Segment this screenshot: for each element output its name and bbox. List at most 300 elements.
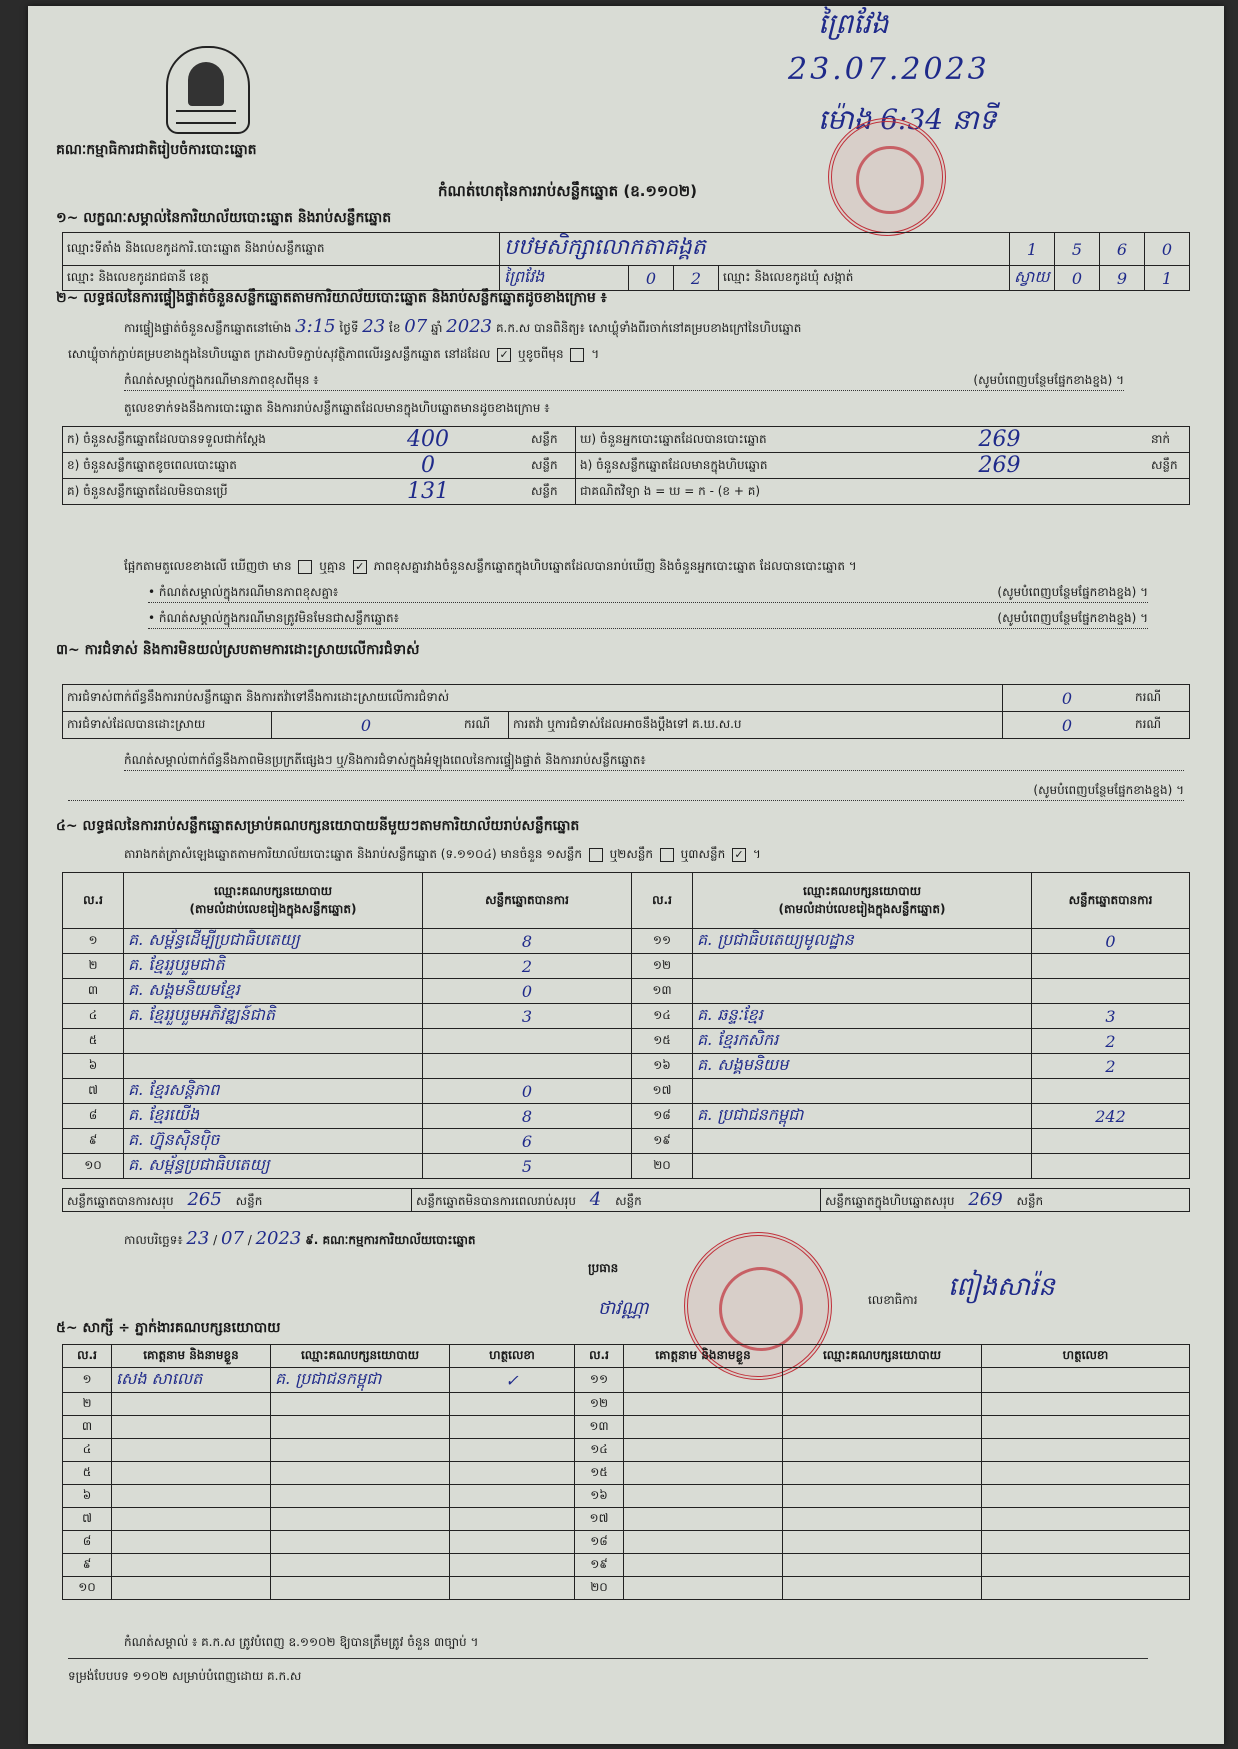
- verification-year: 2023: [446, 316, 493, 337]
- table-row: [63, 1104, 1190, 1129]
- party-name: គ. សម្ព័ន្ធដើម្បីប្រជាធិបតេយ្យ: [124, 929, 423, 954]
- complaints-label: ការជំទាស់ពាក់ព័ន្ធនឹងការរាប់សន្លឹកឆ្នោត និងការតវ៉ាទៅនឹងការដោះស្រាយលើការជំទាស់: [63, 685, 1003, 712]
- table-row: [63, 1554, 1190, 1577]
- row-number: ១៨: [632, 1104, 693, 1129]
- two-sheets-checkbox[interactable]: [660, 848, 674, 862]
- vote-count: [423, 1054, 632, 1079]
- witness-name: [624, 1577, 783, 1600]
- witness-name: [112, 1508, 271, 1531]
- unit-label: សន្លឹក: [527, 427, 576, 453]
- total-box-label: សន្លឹកឆ្នោតក្នុងហិបឆ្នោតសរុប: [825, 1194, 955, 1208]
- row-number: ១៦: [632, 1054, 693, 1079]
- vote-count: 2: [423, 954, 632, 979]
- total-box-cell: [821, 1189, 1190, 1212]
- spoiled-ballots-value: 0: [329, 453, 527, 479]
- row-number: ១៦: [575, 1485, 624, 1508]
- handwritten-time: ម៉ោង 6:34 នាទី: [818, 103, 997, 136]
- complaints-table: [62, 684, 1190, 739]
- witness-party: [783, 1485, 982, 1508]
- party-name: គ. ប្រជាជនកម្ពុជា: [693, 1104, 1032, 1129]
- vote-count: 5: [423, 1154, 632, 1179]
- witness-signature: [982, 1439, 1190, 1462]
- party-name: [693, 954, 1032, 979]
- party-name: គ. សម្ព័ន្ធប្រជាធិបតេយ្យ: [124, 1154, 423, 1179]
- box-ballots-label: ង) ចំនួនសន្លឹកឆ្នោតដែលមានក្នុងហិបឆ្នោត: [576, 453, 853, 479]
- row-number: ៦: [63, 1485, 112, 1508]
- received-ballots-value: 400: [329, 427, 527, 453]
- commune-code-digit: 1: [1145, 266, 1190, 291]
- col-party-sub: (តាមលំដាប់លេខរៀងក្នុងសន្លឹកឆ្នោត): [778, 901, 946, 916]
- unit-label: ករណី: [1131, 685, 1190, 712]
- party-name: [693, 1129, 1032, 1154]
- col-party: [124, 873, 423, 929]
- witness-name: [624, 1416, 783, 1439]
- total-invalid-cell: [412, 1189, 821, 1212]
- row-number: ២: [63, 954, 124, 979]
- table-row: [63, 929, 1190, 954]
- vote-count: 0: [423, 1079, 632, 1104]
- witness-party: [271, 1393, 450, 1416]
- results-table: [62, 872, 1190, 1179]
- section4-heading: ៤~ លទ្ធផលនៃការរាប់សន្លឹកឆ្នោតសម្រាប់គណបក្សនយោបាយនីមួយៗតាមការិយាល័យរាប់សន្លឹកឆ្នោត: [56, 818, 580, 834]
- resolved-label: ការជំទាស់ដែលបានដោះស្រាយ: [63, 712, 272, 739]
- col-party-title: ឈ្មោះគណបក្សនយោបាយ: [213, 883, 333, 898]
- row-number: ១៨: [575, 1531, 624, 1554]
- date-prefix: កាលបរិច្ឆេទ៖: [124, 1233, 183, 1247]
- date-day: 23: [186, 1228, 210, 1249]
- party-name: គ. ខ្មែររួបរួមជាតិ: [124, 954, 423, 979]
- appeal-label: ការតវ៉ា ឬការជំទាស់ដែលអាចនឹងប្តឹងទៅ គ.ឃ.ស.ប: [509, 712, 1003, 739]
- row-number: ៣: [63, 979, 124, 1004]
- total-valid-label: សន្លឹកឆ្នោតបានការសរុប: [67, 1194, 174, 1208]
- verification-line: [124, 316, 801, 338]
- irregularity-note: កំណត់សម្គាល់ពាក់ព័ន្ធនឹងភាពមិនប្រក្រតីផ្សេងៗ ឬ/និងការជំទាស់ក្នុងអំឡុងពេលនៃការផ្ទៀងផ្ទាត់ និងការរាប់សន្លឹកឆ្នោត៖: [124, 752, 1184, 771]
- col-name: គោត្តនាម និងនាមខ្លួន: [624, 1345, 783, 1368]
- vote-count: 2: [1032, 1029, 1190, 1054]
- witness-name: [112, 1577, 271, 1600]
- footnote: កំណត់សម្គាល់ ៖ គ.ក.ស ត្រូវបំពេញ ឧ.១១០២ ឱ្យបានត្រឹមត្រូវ ចំនួន ៣ច្បាប់ ។: [124, 1635, 479, 1649]
- witness-party: [271, 1439, 450, 1462]
- verification-year-label: ឆ្នាំ: [431, 321, 443, 335]
- witness-party: [271, 1531, 450, 1554]
- handwritten-location: ព្រៃវែង: [818, 7, 889, 40]
- no-difference-label: ឬគ្មាន: [319, 559, 346, 573]
- row-number: ១០: [63, 1577, 112, 1600]
- row-number: ៨: [63, 1104, 124, 1129]
- verification-time: 3:15: [295, 316, 336, 337]
- party-name: [693, 1154, 1032, 1179]
- witness-name: [624, 1508, 783, 1531]
- row-number: ៤: [63, 1439, 112, 1462]
- vote-count: 8: [423, 1104, 632, 1129]
- province-code-digit: 2: [674, 266, 719, 291]
- party-name: គ. សង្គមនិយមខ្មែរ: [124, 979, 423, 1004]
- witness-party: [783, 1554, 982, 1577]
- difference-desc: ភាពខុសគ្នារវាងចំនួនសន្លឹកឆ្នោតក្នុងហិបឆ្នោតដែលបានរាប់ឃើញ និងចំនួនអ្នកបោះឆ្នោត ដែលបានបោះឆ្នោត ។: [373, 559, 857, 573]
- unused-ballots-value: 131: [329, 479, 527, 505]
- witness-party: [783, 1508, 982, 1531]
- witness-signature: [450, 1554, 575, 1577]
- witness-signature: [450, 1393, 575, 1416]
- section1-table: [62, 232, 1190, 291]
- witness-name: [112, 1393, 271, 1416]
- unit-label: នាក់: [1147, 427, 1190, 453]
- voters-value: 269: [852, 427, 1147, 453]
- commune-name: ស្វាយ: [1010, 266, 1055, 291]
- unit-label: ករណី: [1131, 712, 1190, 739]
- witness-name: [624, 1393, 783, 1416]
- witness-name: [624, 1531, 783, 1554]
- party-name: គ. ខ្មែររួបរួមអភិវឌ្ឍន៍ជាតិ: [124, 1004, 423, 1029]
- bullet-difference-label: • កំណត់សម្គាល់ក្នុងករណីមានភាពខុសគ្នា៖: [148, 585, 339, 599]
- station-code-digit: 6: [1100, 233, 1145, 266]
- section1-heading: ១~ លក្ខណៈសម្គាល់នៃការិយាល័យបោះឆ្នោត និងរាប់សន្លឹកឆ្នោត: [56, 210, 392, 226]
- witness-signature: [982, 1393, 1190, 1416]
- divider: [68, 1658, 1148, 1659]
- unit-label: សន្លឹក: [527, 453, 576, 479]
- one-sheet-checkbox[interactable]: [589, 848, 603, 862]
- fill-note: (សូមបំពេញបន្ថែមផ្នែកខាងខ្នង) ។: [973, 373, 1124, 387]
- party-name: គ. សង្គមនិយម: [693, 1054, 1032, 1079]
- table-row: [63, 1462, 1190, 1485]
- witness-signature: [450, 1485, 575, 1508]
- col-name: គោត្តនាម និងនាមខ្លួន: [112, 1345, 271, 1368]
- tally-sheet-intro: តារាងកត់ត្រាសំឡេងឆ្នោតតាមការិយាល័យបោះឆ្នោត និងរាប់សន្លឹកឆ្នោត (ទ.១១០៤) មានចំនួន ១សន្លឹក: [124, 847, 582, 861]
- witness-party: [783, 1368, 982, 1393]
- figures-intro: តួលេខទាក់ទងនឹងការបោះឆ្នោត និងការរាប់សន្លឹកឆ្នោតដែលមានក្នុងហិបឆ្នោតមានដូចខាងក្រោម ៖: [124, 401, 550, 415]
- total-valid-cell: [63, 1189, 412, 1212]
- vote-count: [1032, 954, 1190, 979]
- witness-party: [783, 1531, 982, 1554]
- unit-label: សន្លឹក: [615, 1194, 642, 1208]
- vote-count: [1032, 1129, 1190, 1154]
- row-number: ៤: [63, 1004, 124, 1029]
- province-name: ព្រៃវែង: [500, 266, 629, 291]
- vote-count: 2: [1032, 1054, 1190, 1079]
- unit-label: សន្លឹក: [1016, 1194, 1044, 1208]
- section5-heading: ៥~ សាក្សី ÷ ភ្នាក់ងារគណបក្សនយោបាយ: [56, 1320, 281, 1336]
- station-code-digit: 5: [1055, 233, 1100, 266]
- table-row: [63, 1129, 1190, 1154]
- col-no: ល.រ: [63, 873, 124, 929]
- row-number: ៣: [63, 1416, 112, 1439]
- col-votes: សន្លឹកឆ្នោតបានការ: [1032, 873, 1190, 929]
- row-number: ១២: [632, 954, 693, 979]
- party-name: [693, 1079, 1032, 1104]
- commune-code-digit: 0: [1055, 266, 1100, 291]
- formula-label: ជាគណិតវិទ្យា ង = ឃ = ក - (ខ + គ): [576, 479, 1190, 505]
- col-sign: ហត្ថលេខា: [982, 1345, 1190, 1368]
- bullet-non-ballot-label: • កំណត់សម្គាល់ក្នុងករណីមានត្រូវមិនមែនជាសន្លឹកឆ្នោត៖: [148, 611, 399, 625]
- row-number: ១៣: [575, 1416, 624, 1439]
- vote-count: 0: [1032, 929, 1190, 954]
- witness-signature: [450, 1416, 575, 1439]
- unit-label: សន្លឹក: [235, 1194, 263, 1208]
- total-box-value: 269: [968, 1189, 1003, 1210]
- official-stamp-top: [828, 118, 946, 236]
- verification-month-label: ខែ: [389, 321, 401, 335]
- date-line: កាលបរិច្ឆេទ៖ 23 / 07 / 2023 ៩. គណៈកម្មការការិយាល័យបោះឆ្នោត: [124, 1228, 476, 1249]
- province-code-digit: 0: [629, 266, 674, 291]
- table-row: [63, 1508, 1190, 1531]
- vote-count: 3: [1032, 1004, 1190, 1029]
- total-invalid-label: សន្លឹកឆ្នោតមិនបានការពេលរាប់សរុប: [416, 1194, 576, 1208]
- verification-month: 07: [404, 316, 428, 337]
- vote-count: [1032, 1079, 1190, 1104]
- vote-count: [1032, 979, 1190, 1004]
- witness-signature: [982, 1577, 1190, 1600]
- row-number: ១៣: [632, 979, 693, 1004]
- table-row: [63, 1368, 1190, 1393]
- secretary-signature: ពៀងសារ៉ន: [948, 1272, 1055, 1302]
- two-sheets-label: ឬ២សន្លឹក: [609, 847, 654, 861]
- witness-party: [783, 1393, 982, 1416]
- party-name: គ. ខ្មែរសន្តិភាព: [124, 1079, 423, 1104]
- row-number: ១៩: [632, 1129, 693, 1154]
- appeal-value: 0: [1003, 712, 1132, 739]
- table-row: [63, 1485, 1190, 1508]
- seal-desc: សោឃ្លុំចាក់ភ្ជាប់គម្របខាងក្នុងនៃហិបឆ្នោត ក្រដាសបិទភ្ជាប់សុវត្ថិភាពលើរន្ធសន្លឹកឆ្នោត នៅដដែល: [68, 347, 491, 361]
- intact-checkbox[interactable]: ✓: [497, 348, 511, 362]
- vote-count: 242: [1032, 1104, 1190, 1129]
- witness-party: [783, 1462, 982, 1485]
- form-code: ទម្រង់បែបបទ ១១០២ សម្រាប់បំពេញដោយ គ.ក.ស: [68, 1669, 302, 1683]
- resolved-value: 0: [272, 712, 461, 739]
- row-number: ៦: [63, 1054, 124, 1079]
- no-difference-checkbox[interactable]: ✓: [353, 560, 367, 574]
- section2-heading: ២~ លទ្ធផលនៃការផ្ទៀងផ្ទាត់ចំនួនសន្លឹកឆ្នោតតាមការិយាល័យបោះឆ្នោត និងរាប់សន្លឹកឆ្នោតដូចខាងក្រោម ៖: [56, 290, 607, 306]
- witness-party: [783, 1577, 982, 1600]
- difference-note-label: កំណត់សម្គាល់ក្នុងករណីមានភាពខុសពីមុន ៖: [124, 373, 319, 387]
- col-votes: សន្លឹកឆ្នោតបានការ: [423, 873, 632, 929]
- chair-signature: ថាវណ្ណា: [598, 1298, 649, 1319]
- spoiled-ballots-label: ខ) ចំនួនសន្លឹកឆ្នោតខូចពេលបោះឆ្នោត: [63, 453, 330, 479]
- table-row: [63, 1393, 1190, 1416]
- bullet-non-ballot: [148, 610, 1148, 629]
- row-number: ៥: [63, 1462, 112, 1485]
- col-no: ល.រ: [63, 1345, 112, 1368]
- table-row: [63, 1439, 1190, 1462]
- row-number: ១៥: [632, 1029, 693, 1054]
- fill-note: (សូមបំពេញបន្ថែមផ្នែកខាងខ្នង) ។: [997, 611, 1148, 625]
- commune-code-digit: 9: [1100, 266, 1145, 291]
- witness-signature: [450, 1508, 575, 1531]
- difference-check-line: [124, 558, 857, 576]
- table-row: [63, 954, 1190, 979]
- row-number: ១: [63, 1368, 112, 1393]
- table-row: [63, 1054, 1190, 1079]
- col-sign: ហត្ថលេខា: [450, 1345, 575, 1368]
- party-name: [124, 1054, 423, 1079]
- row-number: ១៥: [575, 1462, 624, 1485]
- witness-signature: [450, 1577, 575, 1600]
- witness-party: [271, 1577, 450, 1600]
- three-sheets-checkbox[interactable]: ✓: [732, 848, 746, 862]
- witness-signature: [450, 1531, 575, 1554]
- witness-party: [271, 1416, 450, 1439]
- date-month: 07: [221, 1228, 244, 1249]
- damaged-label: ឬខូចពីមុន: [517, 347, 564, 361]
- box-ballots-value: 269: [852, 453, 1147, 479]
- form-title: កំណត់ហេតុនៃការរាប់សន្លឹកឆ្នោត (ឧ.១១០២): [438, 182, 698, 200]
- date-year: 2023: [255, 1228, 302, 1249]
- commune-label: ឈ្មោះ និងលេខកូដឃុំ សង្កាត់: [719, 266, 1010, 291]
- witness-name: [112, 1439, 271, 1462]
- received-ballots-label: ក) ចំនួនសន្លឹកឆ្នោតដែលបានទទួលជាក់ស្តែង: [63, 427, 330, 453]
- row-number: ៧: [63, 1508, 112, 1531]
- row-number: ២០: [575, 1577, 624, 1600]
- table-row: [63, 1004, 1190, 1029]
- witness-table: [62, 1344, 1190, 1600]
- table-row: [63, 1416, 1190, 1439]
- org-name: គណៈកម្មាធិការជាតិរៀបចំការបោះឆ្នោត: [56, 142, 257, 158]
- row-number: ១១: [575, 1368, 624, 1393]
- row-number: ៥: [63, 1029, 124, 1054]
- vote-count: 6: [423, 1129, 632, 1154]
- fill-note: (សូមបំពេញបន្ថែមផ្នែកខាងខ្នង) ។: [68, 782, 1184, 801]
- seal-line: សោឃ្លុំចាក់ភ្ជាប់គម្របខាងក្នុងនៃហិបឆ្នោត ក្រដាសបិទភ្ជាប់សុវត្ថិភាពលើរន្ធសន្លឹកឆ្នោត នៅដដែល ✓ ឬខូចពីមុន ។: [68, 347, 600, 361]
- col-party-title: ឈ្មោះគណបក្សនយោបាយ: [802, 883, 922, 898]
- station-name: បឋមសិក្សាលោកតាគង្គត: [500, 233, 1010, 266]
- party-name: គ. ហ្វ៊ុនស៊ិនប៉ិច: [124, 1129, 423, 1154]
- province-label: ឈ្មោះ និងលេខកូដរាជធានី ខេត្ត: [63, 266, 500, 291]
- vote-count: [423, 1029, 632, 1054]
- row-number: ១៤: [632, 1004, 693, 1029]
- row-number: ១៧: [575, 1508, 624, 1531]
- col-party: [693, 873, 1032, 929]
- party-name: គ. ឆន្ទៈខ្មែរ: [693, 1004, 1032, 1029]
- witness-signature: [982, 1462, 1190, 1485]
- bullet-difference: [148, 584, 1148, 603]
- figures-table: [62, 426, 1190, 505]
- complaints-value: 0: [1003, 685, 1132, 712]
- verification-day: 23: [362, 316, 386, 337]
- row-number: ១០: [63, 1154, 124, 1179]
- witness-signature: ✓: [450, 1368, 575, 1393]
- witness-name: [624, 1462, 783, 1485]
- table-row: [63, 1531, 1190, 1554]
- row-number: ១៩: [575, 1554, 624, 1577]
- witness-name: [112, 1554, 271, 1577]
- witness-name: [112, 1485, 271, 1508]
- handwritten-date: 23.07.2023: [788, 52, 990, 87]
- difference-note: [124, 372, 1124, 391]
- fill-note: (សូមបំពេញបន្ថែមផ្នែកខាងខ្នង) ។: [997, 585, 1148, 599]
- verification-desc: គ.ក.ស បានពិនិត្យ៖ សោឃ្លុំទាំងពីរចាក់នៅគម្របខាងក្រៅនៃហិបឆ្នោត: [495, 321, 802, 335]
- col-party: ឈ្មោះគណបក្សនយោបាយ: [783, 1345, 982, 1368]
- row-number: ២: [63, 1393, 112, 1416]
- unit-label: សន្លឹក: [1147, 453, 1190, 479]
- damaged-checkbox[interactable]: [570, 348, 584, 362]
- totals-table: [62, 1188, 1190, 1212]
- witness-signature: [982, 1531, 1190, 1554]
- witness-name: [624, 1485, 783, 1508]
- total-invalid-value: 4: [589, 1189, 602, 1210]
- col-no: ល.រ: [575, 1345, 624, 1368]
- col-party: ឈ្មោះគណបក្សនយោបាយ: [271, 1345, 450, 1368]
- table-row: [63, 1079, 1190, 1104]
- vote-count: 0: [423, 979, 632, 1004]
- row-number: ២០: [632, 1154, 693, 1179]
- witness-party: [271, 1508, 450, 1531]
- national-emblem-icon: [166, 46, 250, 134]
- row-number: ៧: [63, 1079, 124, 1104]
- party-name: [693, 979, 1032, 1004]
- row-number: ១១: [632, 929, 693, 954]
- voters-label: ឃ) ចំនួនអ្នកបោះឆ្នោតដែលបានបោះឆ្នោត: [576, 427, 853, 453]
- witness-party: [783, 1416, 982, 1439]
- three-sheets-label: ឬ៣សន្លឹក: [680, 847, 726, 861]
- verification-time-label: ការផ្ទៀងផ្ទាត់ចំនួនសន្លឹកឆ្នោតនៅម៉ោង: [124, 321, 292, 335]
- row-number: ១៧: [632, 1079, 693, 1104]
- table-row: [63, 979, 1190, 1004]
- vote-count: 8: [423, 929, 632, 954]
- station-code-digit: 1: [1010, 233, 1055, 266]
- witness-party: [271, 1554, 450, 1577]
- row-number: ១២: [575, 1393, 624, 1416]
- witness-signature: [982, 1508, 1190, 1531]
- party-name: គ. ប្រជាធិបតេយ្យមូលដ្ឋាន: [693, 929, 1032, 954]
- row-number: ១៤: [575, 1439, 624, 1462]
- row-number: ១: [63, 929, 124, 954]
- witness-signature: [982, 1485, 1190, 1508]
- col-no: ល.រ: [632, 873, 693, 929]
- unit-label: ករណី: [460, 712, 509, 739]
- witness-party: [271, 1485, 450, 1508]
- witness-party: [271, 1462, 450, 1485]
- unused-ballots-label: គ) ចំនួនសន្លឹកឆ្នោតដែលមិនបានប្រើ: [63, 479, 330, 505]
- unit-label: សន្លឹក: [527, 479, 576, 505]
- table-row: [63, 1154, 1190, 1179]
- witness-signature: [982, 1416, 1190, 1439]
- chair-label: ប្រធាន: [588, 1261, 619, 1275]
- secretary-label: លេខាធិការ: [868, 1293, 918, 1307]
- witness-party: [783, 1439, 982, 1462]
- vote-count: [1032, 1154, 1190, 1179]
- row-number: ៨: [63, 1531, 112, 1554]
- party-name: [124, 1029, 423, 1054]
- witness-party: គ. ប្រជាជនកម្ពុជា: [271, 1368, 450, 1393]
- party-name: គ. ខ្មែរកសិករ: [693, 1029, 1032, 1054]
- tally-sheet-line: តារាងកត់ត្រាសំឡេងឆ្នោតតាមការិយាល័យបោះឆ្នោត និងរាប់សន្លឹកឆ្នោត (ទ.១១០៤) មានចំនួន ១សន្លឹក ឬ២សន្លឹក ឬ៣សន្លឹក ✓ ។: [124, 847, 761, 861]
- station-label: ឈ្មោះទីតាំង និងលេខកូដការិ.បោះឆ្នោត និងរាប់សន្លឹកឆ្នោត: [63, 233, 500, 266]
- witness-name: [112, 1462, 271, 1485]
- witness-name: [624, 1439, 783, 1462]
- col-party-sub: (តាមលំដាប់លេខរៀងក្នុងសន្លឹកឆ្នោត): [189, 901, 357, 916]
- section3-heading: ៣~ ការជំទាស់ និងការមិនយល់ស្របតាមការដោះស្រាយលើការជំទាស់: [56, 642, 420, 658]
- table-row: [63, 1029, 1190, 1054]
- witness-name: [624, 1554, 783, 1577]
- party-name: គ. ខ្មែរយើង: [124, 1104, 423, 1129]
- verification-day-label: ថ្ងៃទី: [339, 321, 359, 335]
- total-valid-value: 265: [187, 1189, 222, 1210]
- witness-name: [624, 1368, 783, 1393]
- witness-signature: [450, 1439, 575, 1462]
- witness-name: [112, 1416, 271, 1439]
- has-difference-label: ផ្អែកតាមតួលេខខាងលើ ឃើញថា មាន: [124, 559, 292, 573]
- form-sheet: [28, 6, 1224, 1744]
- station-code-digit: 0: [1145, 233, 1190, 266]
- has-difference-checkbox[interactable]: [298, 560, 312, 574]
- row-number: ៩: [63, 1554, 112, 1577]
- witness-signature: [982, 1554, 1190, 1577]
- vote-count: 3: [423, 1004, 632, 1029]
- committee-label: ៩. គណៈកម្មការការិយាល័យបោះឆ្នោត: [305, 1233, 476, 1247]
- table-row: [63, 1577, 1190, 1600]
- witness-signature: [982, 1368, 1190, 1393]
- witness-signature: [450, 1462, 575, 1485]
- witness-name: [112, 1531, 271, 1554]
